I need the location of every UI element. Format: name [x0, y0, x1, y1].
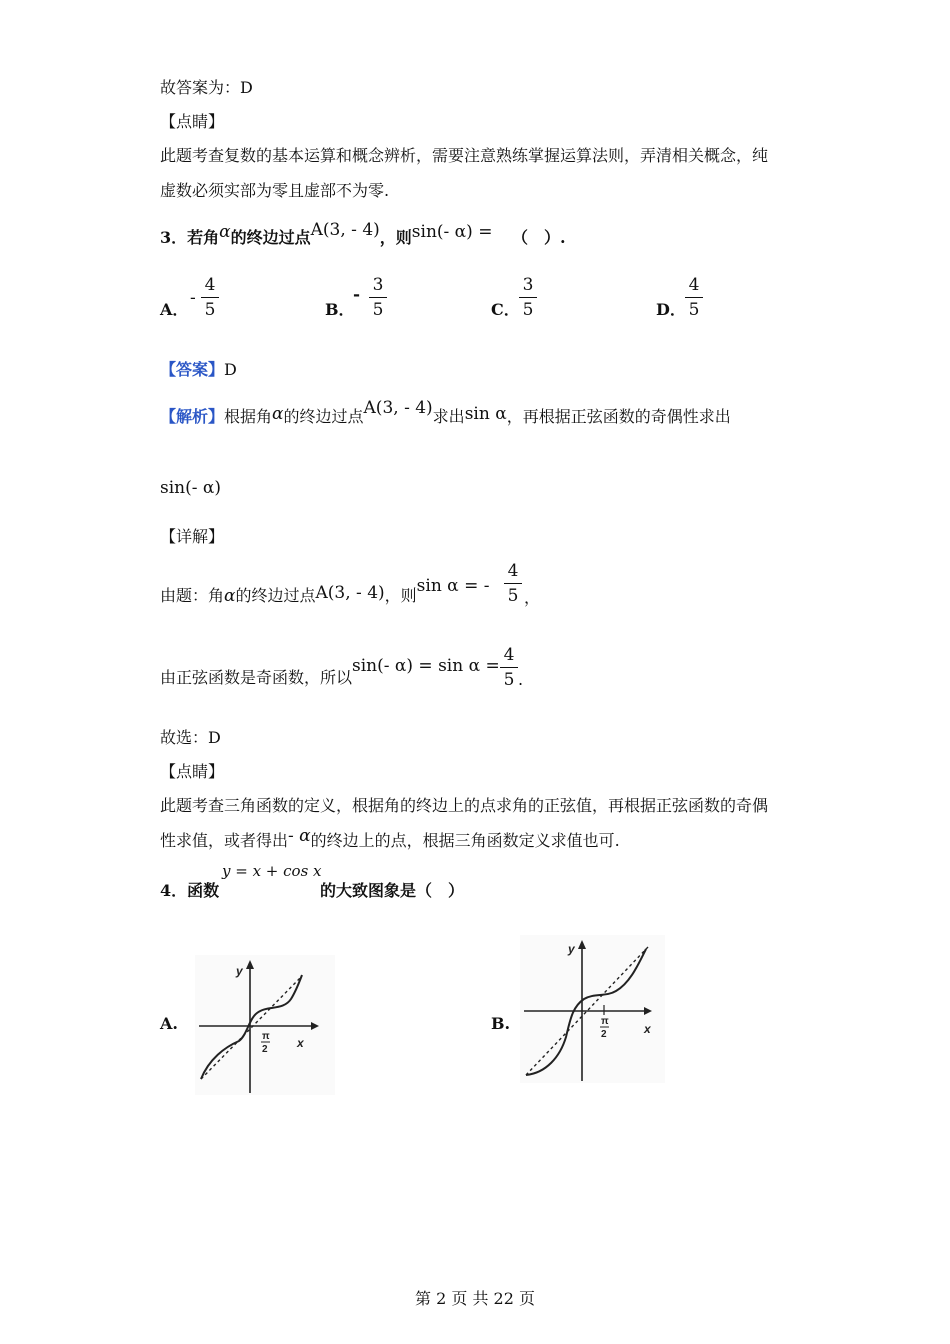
page-footer: 第 2 页 共 22 页: [415, 1289, 535, 1308]
q3-comment-line1: 此题考查三角函数的定义，根据角的终边上的点求角的正弦值，再根据正弦函数的奇偶: [160, 796, 769, 815]
y-axis-label: y: [568, 942, 575, 956]
graph-background: [520, 935, 665, 1083]
comment-label: 【点睛】: [160, 112, 225, 131]
q3-detail2-expr: sin(- α) = sin α =: [352, 656, 500, 676]
q3-detail1-text-a: 由题：角: [160, 586, 225, 605]
x-axis-label: x: [297, 1036, 304, 1050]
q3-detail1-alpha: α: [224, 586, 236, 606]
q3-option-b-num: 3: [372, 275, 384, 295]
q3-detail1-fraction: [504, 561, 522, 606]
q4-stem-suffix: 的大致图象是（ ）: [320, 881, 465, 900]
q4-option-a-label: A.: [160, 1014, 178, 1033]
q4-option-b-graph: [520, 935, 665, 1083]
q3-option-b-sign: -: [353, 285, 361, 305]
q3-answer-value: D: [224, 360, 237, 379]
q3-analysis-line: [160, 398, 731, 427]
q3-choose-line: 故选：D: [160, 728, 221, 747]
q3-answer-line: [160, 360, 237, 380]
q3-detail1-text-c: ，则: [384, 586, 417, 605]
q3-analysis-text-b: 的终边过点: [283, 407, 364, 426]
q4-function: y = x + cos x: [222, 862, 322, 880]
q3-stem-prefix: 3．若角: [160, 228, 220, 247]
tick-label-num: π: [601, 1016, 609, 1027]
q3-option-b-label: B．: [325, 300, 355, 319]
q3-option-a-label: A．: [160, 300, 189, 319]
q3-option-c-den: 5: [522, 300, 534, 320]
q3-comment-line2: [160, 826, 620, 851]
comment-text-line2: 虚数必须实部为零且虚部不为零.: [160, 181, 390, 200]
q3-option-a-den: 5: [204, 300, 216, 320]
q3-option-d-den: 5: [688, 300, 700, 320]
q3-comment-text-a: 性求值，或者得出: [160, 831, 289, 850]
q3-analysis-sin-alpha: sin α: [464, 404, 507, 424]
q4-option-b-label: B.: [491, 1014, 511, 1033]
comment-text-line1: 此题考查复数的基本运算和概念辨析，需要注意熟练掌握运算法则，弄清相关概念，纯: [160, 146, 769, 165]
q3-option-c-num: 3: [522, 275, 534, 295]
q3-stem-suffix: （ ）.: [512, 228, 566, 247]
q3-comment-label: 【点睛】: [160, 762, 225, 781]
q3-option-c-label: C．: [491, 300, 520, 319]
q3-analysis-alpha: α: [272, 404, 284, 424]
q3-analysis-label: 【解析】: [160, 407, 225, 426]
q3-detail-label: 【详解】: [160, 527, 225, 546]
q3-option-b-den: 5: [372, 300, 384, 320]
q3-option-b-fraction: [369, 275, 387, 320]
q3-stem-mid: 的终边过点: [230, 228, 311, 247]
tick-label-den: 2: [262, 1044, 268, 1055]
q3-analysis-text-c: 求出: [432, 407, 465, 426]
q3-option-d-label: D．: [656, 300, 686, 319]
q3-detail1-expr: sin α = -: [416, 576, 490, 596]
q3-detail2-end: .: [518, 670, 524, 689]
q3-detail2-den: 5: [503, 670, 515, 690]
q3-detail1-num: 4: [507, 561, 519, 581]
q3-comment-text-b: 的终边上的点，根据三角函数定义求值也可.: [310, 831, 620, 850]
x-axis-label: x: [644, 1022, 651, 1036]
q3-detail1-point: A(3, - 4): [315, 583, 385, 603]
q3-stem-then: ，则: [379, 228, 412, 247]
q3-option-d-num: 4: [688, 275, 700, 295]
q3-alpha: α: [219, 222, 231, 242]
q3-analysis-text-a: 根据角: [224, 407, 273, 426]
q3-detail1-den: 5: [507, 586, 519, 606]
q3-option-c-fraction: [519, 275, 537, 320]
q4-stem-prefix: 4．函数: [160, 881, 220, 900]
final-answer-line: 故答案为：D: [160, 78, 253, 97]
q3-detail2-fraction: [500, 645, 518, 690]
q3-detail2-num: 4: [503, 645, 515, 665]
q3-detail1-end: ，: [524, 588, 541, 607]
q3-comment-neg-alpha: - α: [288, 826, 311, 846]
tick-label-den: 2: [601, 1029, 607, 1040]
q3-stem: [160, 220, 566, 248]
q4-option-a-graph: [195, 955, 335, 1095]
q3-sin-neg-alpha: sin(- α) =: [411, 222, 493, 242]
q3-option-a-fraction: [201, 275, 219, 320]
q3-detail-line2: [160, 656, 500, 688]
q3-analysis-expr: sin(- α): [160, 478, 222, 498]
q3-option-a-sign: -: [190, 288, 196, 308]
tick-label-num: π: [262, 1031, 270, 1042]
q3-option-d-fraction: [685, 275, 703, 320]
q3-detail1-text-b: 的终边过点: [235, 586, 316, 605]
q3-detail2-text: 由正弦函数是奇函数，所以: [160, 668, 353, 687]
q3-point: A(3, - 4): [310, 220, 380, 240]
y-axis-label: y: [236, 964, 243, 978]
q3-analysis-text-d: ，再根据正弦函数的奇偶性求出: [506, 407, 731, 426]
q3-answer-label: 【答案】: [160, 360, 225, 379]
q3-option-a-num: 4: [204, 275, 216, 295]
q3-analysis-point: A(3, - 4): [363, 398, 433, 418]
q3-detail-line1: [160, 576, 490, 606]
